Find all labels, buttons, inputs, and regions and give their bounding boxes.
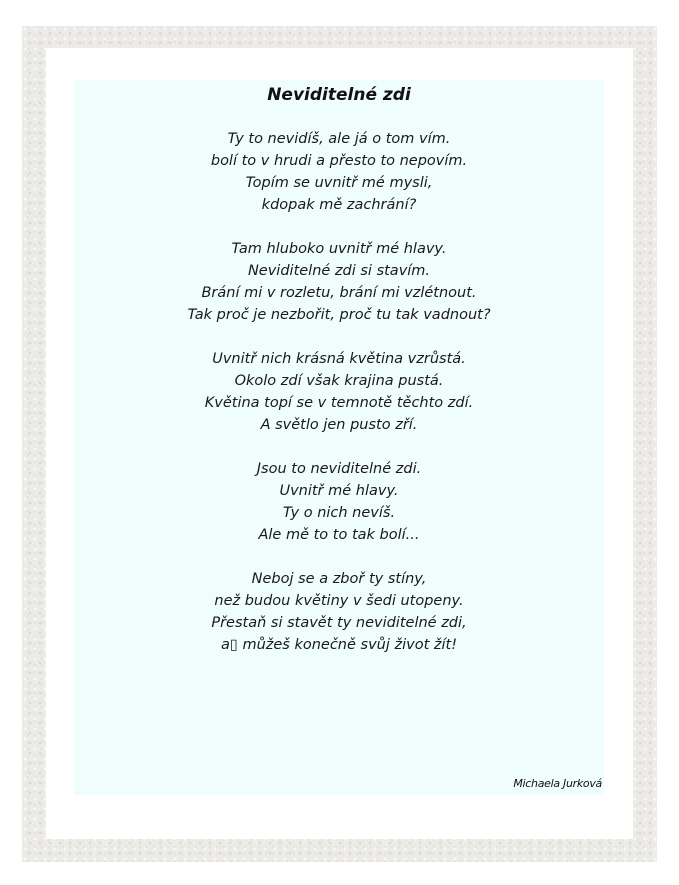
poem-text-area — [74, 80, 604, 795]
poem-line: Uvnitř nich krásná květina vzrůstá. — [212, 351, 466, 367]
stanza — [74, 568, 604, 656]
poem-line: Ale mě to to tak bolí... — [258, 527, 420, 543]
poem-line: Květina topí se v temnotě těchto zdí. — [204, 395, 474, 411]
poem-line: Ty to nevidíš, ale já o tom vím. — [227, 131, 451, 147]
author-signature: Michaela Jurková — [513, 777, 602, 790]
poem-line: Tam hluboko uvnitř mé hlavy. — [231, 241, 447, 257]
poem-title: Neviditelné zdi — [267, 85, 411, 105]
poem-line: kdopak mě zachrání? — [261, 197, 417, 213]
poem-line: Ty o nich nevíš. — [282, 505, 396, 521]
poem-line: bolí to v hrudi a přesto to nepovím. — [210, 153, 468, 169]
poem-line: Okolo zdí však krajina pustá. — [234, 373, 444, 389]
stanza — [74, 458, 604, 546]
poem-line: Brání mi v rozletu, brání mi vzlétnout. — [201, 285, 477, 301]
poem-body — [74, 128, 604, 678]
poem-line: než budou květiny v šedi utopeny. — [214, 593, 464, 609]
poem-line: a▯ můžeš konečně svůj život žít! — [220, 637, 458, 653]
poem-line: Neboj se a zboř ty stíny, — [251, 571, 427, 587]
poem-line: Jsou to neviditelné zdi. — [256, 461, 422, 477]
stanza — [74, 128, 604, 216]
poem-line: Tak proč je nezbořit, proč tu tak vadnout? — [187, 307, 491, 323]
poem-line: Topím se uvnitř mé mysli, — [245, 175, 433, 191]
poem-line: Neviditelné zdi si stavím. — [247, 263, 431, 279]
stanza — [74, 238, 604, 326]
poem-line: Uvnitř mé hlavy. — [279, 483, 399, 499]
poem-line: A světlo jen pusto zří. — [260, 417, 418, 433]
stanza — [74, 348, 604, 436]
poem-line: Přestaň si stavět ty neviditelné zdi, — [211, 615, 467, 631]
